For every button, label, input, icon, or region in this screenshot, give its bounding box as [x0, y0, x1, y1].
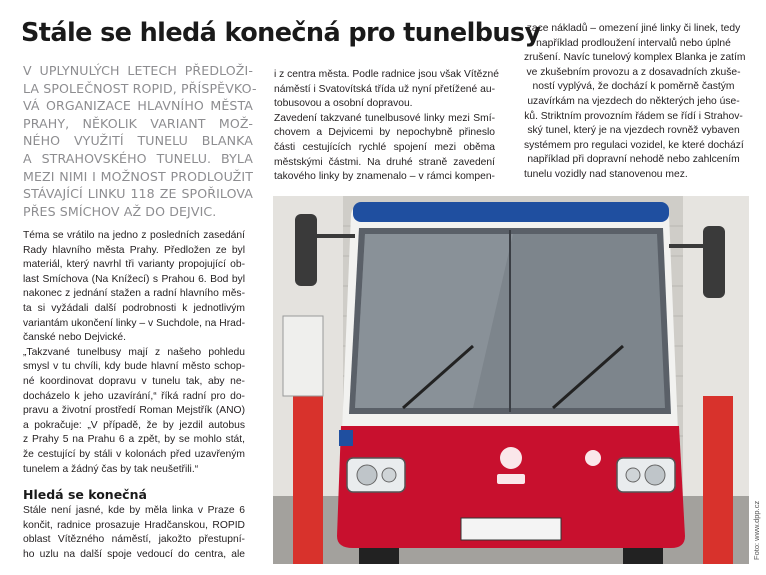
text-line: Stále není jasné, kde by měla linka v Praze 6: [23, 505, 245, 517]
text-line: a pokračuje: „V případě, že by jezdil autobus: [23, 419, 245, 431]
lead-line: MEZI NIMI I MOŽNOST PRODLOUŽIT: [23, 168, 253, 184]
text-line: i z centra města. Podle radnice jsou však Vítězné: [274, 69, 499, 80]
text-line: tunelem a žádný čas by tak neušetřili.“: [23, 463, 199, 475]
photo-credit: Foto: www.dpp.cz: [752, 500, 761, 560]
lead-line: STÁVAJÍCÍ LINKU 118 ZE SPOŘILOVA: [23, 186, 253, 202]
lead-line: PŘES SMÍCHOV AŽ DO DEJVIC.: [23, 203, 217, 219]
text-line: systémem pro regulaci vozidel, ke které dochází: [524, 139, 744, 151]
text-line: ský tunel, který je na vjezdech rovněž vybaven: [527, 125, 740, 137]
lead-line: LA SPOLEČNOST ROPID, PŘÍSPĚVKO-: [23, 80, 257, 96]
text-line: ků. Striktním provozním řádem se řídí i Strahov-: [524, 110, 743, 122]
bus-photo: [273, 196, 749, 564]
article-lead: [23, 62, 257, 220]
article-title: Stále se hledá konečná pro tunelbusy: [21, 18, 541, 48]
text-line: například prodloužení intervalů nebo úplné: [536, 37, 731, 49]
text-line: nakonec z jednání stažen a radní hlavního měs-: [23, 288, 245, 300]
text-line: Rady hlavního města Prahy. Předložen ze byl: [23, 244, 245, 256]
lead-line: A STRAHOVSKÉHO TUNELU. BYLA: [23, 150, 253, 166]
body-column-2: [274, 68, 499, 185]
text-line: ho uzlu na další spoje vedoucí do centra, ale: [23, 548, 245, 560]
text-line: že cestující by stáli v kolonách před uzavřeným: [23, 448, 245, 460]
text-line: uzavírkám na vjezdech do některých jeho úse-: [527, 95, 740, 107]
text-line: ností vyplývá, že dochází k poměrně častým: [532, 81, 735, 93]
text-line: pravu a životní prostředí Roman Mejstřík (ANO): [23, 405, 245, 417]
text-line: například při dopravní nehodě nebo zahlcením: [527, 154, 740, 166]
paragraph: [274, 112, 495, 185]
text-line: né koordinovat dopravu v tunelu tak, aby ne-: [23, 375, 245, 387]
paragraph: [524, 22, 746, 183]
text-line: z Prahy 5 na Prahu 6 a zpět, by se mohlo stát,: [23, 434, 245, 446]
text-line: zace nákladů – omezení jiné linky či linek, tedy: [526, 23, 741, 34]
lead-line: VÁ ORGANIZACE HLAVNÍHO MĚSTA: [23, 98, 253, 114]
text-line: náměstí i Svatovítská třída už nyní přetížené au-: [274, 83, 495, 95]
lead-line: PRAHY, NĚKOLIK VARIANT MOŽ-: [23, 115, 253, 131]
text-line: takového linky by znamenalo – v rámci kompen-: [274, 171, 495, 183]
body-column-3: [524, 22, 746, 183]
paragraph: [23, 346, 245, 477]
paragraph: [274, 68, 499, 112]
text-line: materiál, který navrhl tři varianty propojující ob-: [23, 259, 245, 271]
section-subheading: Hledá se konečná: [23, 487, 147, 503]
text-line: variantám ukončení linky – v Suchdole, na Hrad-: [23, 317, 245, 329]
body-column-1: [23, 229, 245, 562]
text-line: ve zkušebním provozu a z dosavadních zkuše-: [526, 66, 741, 78]
text-line: docházelo k jeho uzavírání,“ říká radní pro do-: [23, 390, 245, 402]
lead-line: NÉHO VYUŽITÍ TUNELU BLANKA: [23, 133, 253, 149]
text-line: last Smíchova (Na Knížecí) s Prahou 6. Bod byl: [23, 273, 245, 285]
text-line: tobusovou a osobní dopravou.: [274, 98, 413, 110]
lead-line: V UPLYNULÝCH LETECH PŘEDLOŽI-: [23, 63, 253, 78]
text-line: Téma se vrátilo na jedno z posledních zasedání: [23, 230, 245, 241]
text-line: oblast Vítězného náměstí, jakožto přestupní-: [23, 534, 245, 546]
bus-illustration: [273, 196, 749, 564]
text-line: městskými částmi. Na druhé straně zavedení: [274, 156, 495, 168]
text-line: zrušení. Navíc tunelový komplex Blanka je zatím: [524, 52, 746, 64]
text-line: části cestujících rychlé spojení mezi oběma: [274, 141, 495, 153]
text-line: chovem a Dejvicemi by nepochybně přineslo: [274, 127, 495, 139]
text-line: končit, radnice prosazuje Hradčanskou, ROPID: [23, 519, 245, 531]
text-line: tunelu vozidly nad stanovenou mez.: [524, 168, 688, 180]
text-line: ta si vyžádali další podrobnosti k jednotlivým: [23, 302, 245, 314]
text-line: čanské nebo Dejvické.: [23, 332, 127, 344]
paragraph: [23, 229, 245, 346]
text-line: smysl v tu chvíli, kdy bude hlavní město schop-: [23, 361, 245, 373]
text-line: „Takzvané tunelbusy mají z našeho pohledu: [23, 346, 245, 358]
text-line: Zavedení takzvané tunelbusové linky mezi Smí-: [274, 112, 495, 124]
paragraph: [23, 504, 245, 562]
